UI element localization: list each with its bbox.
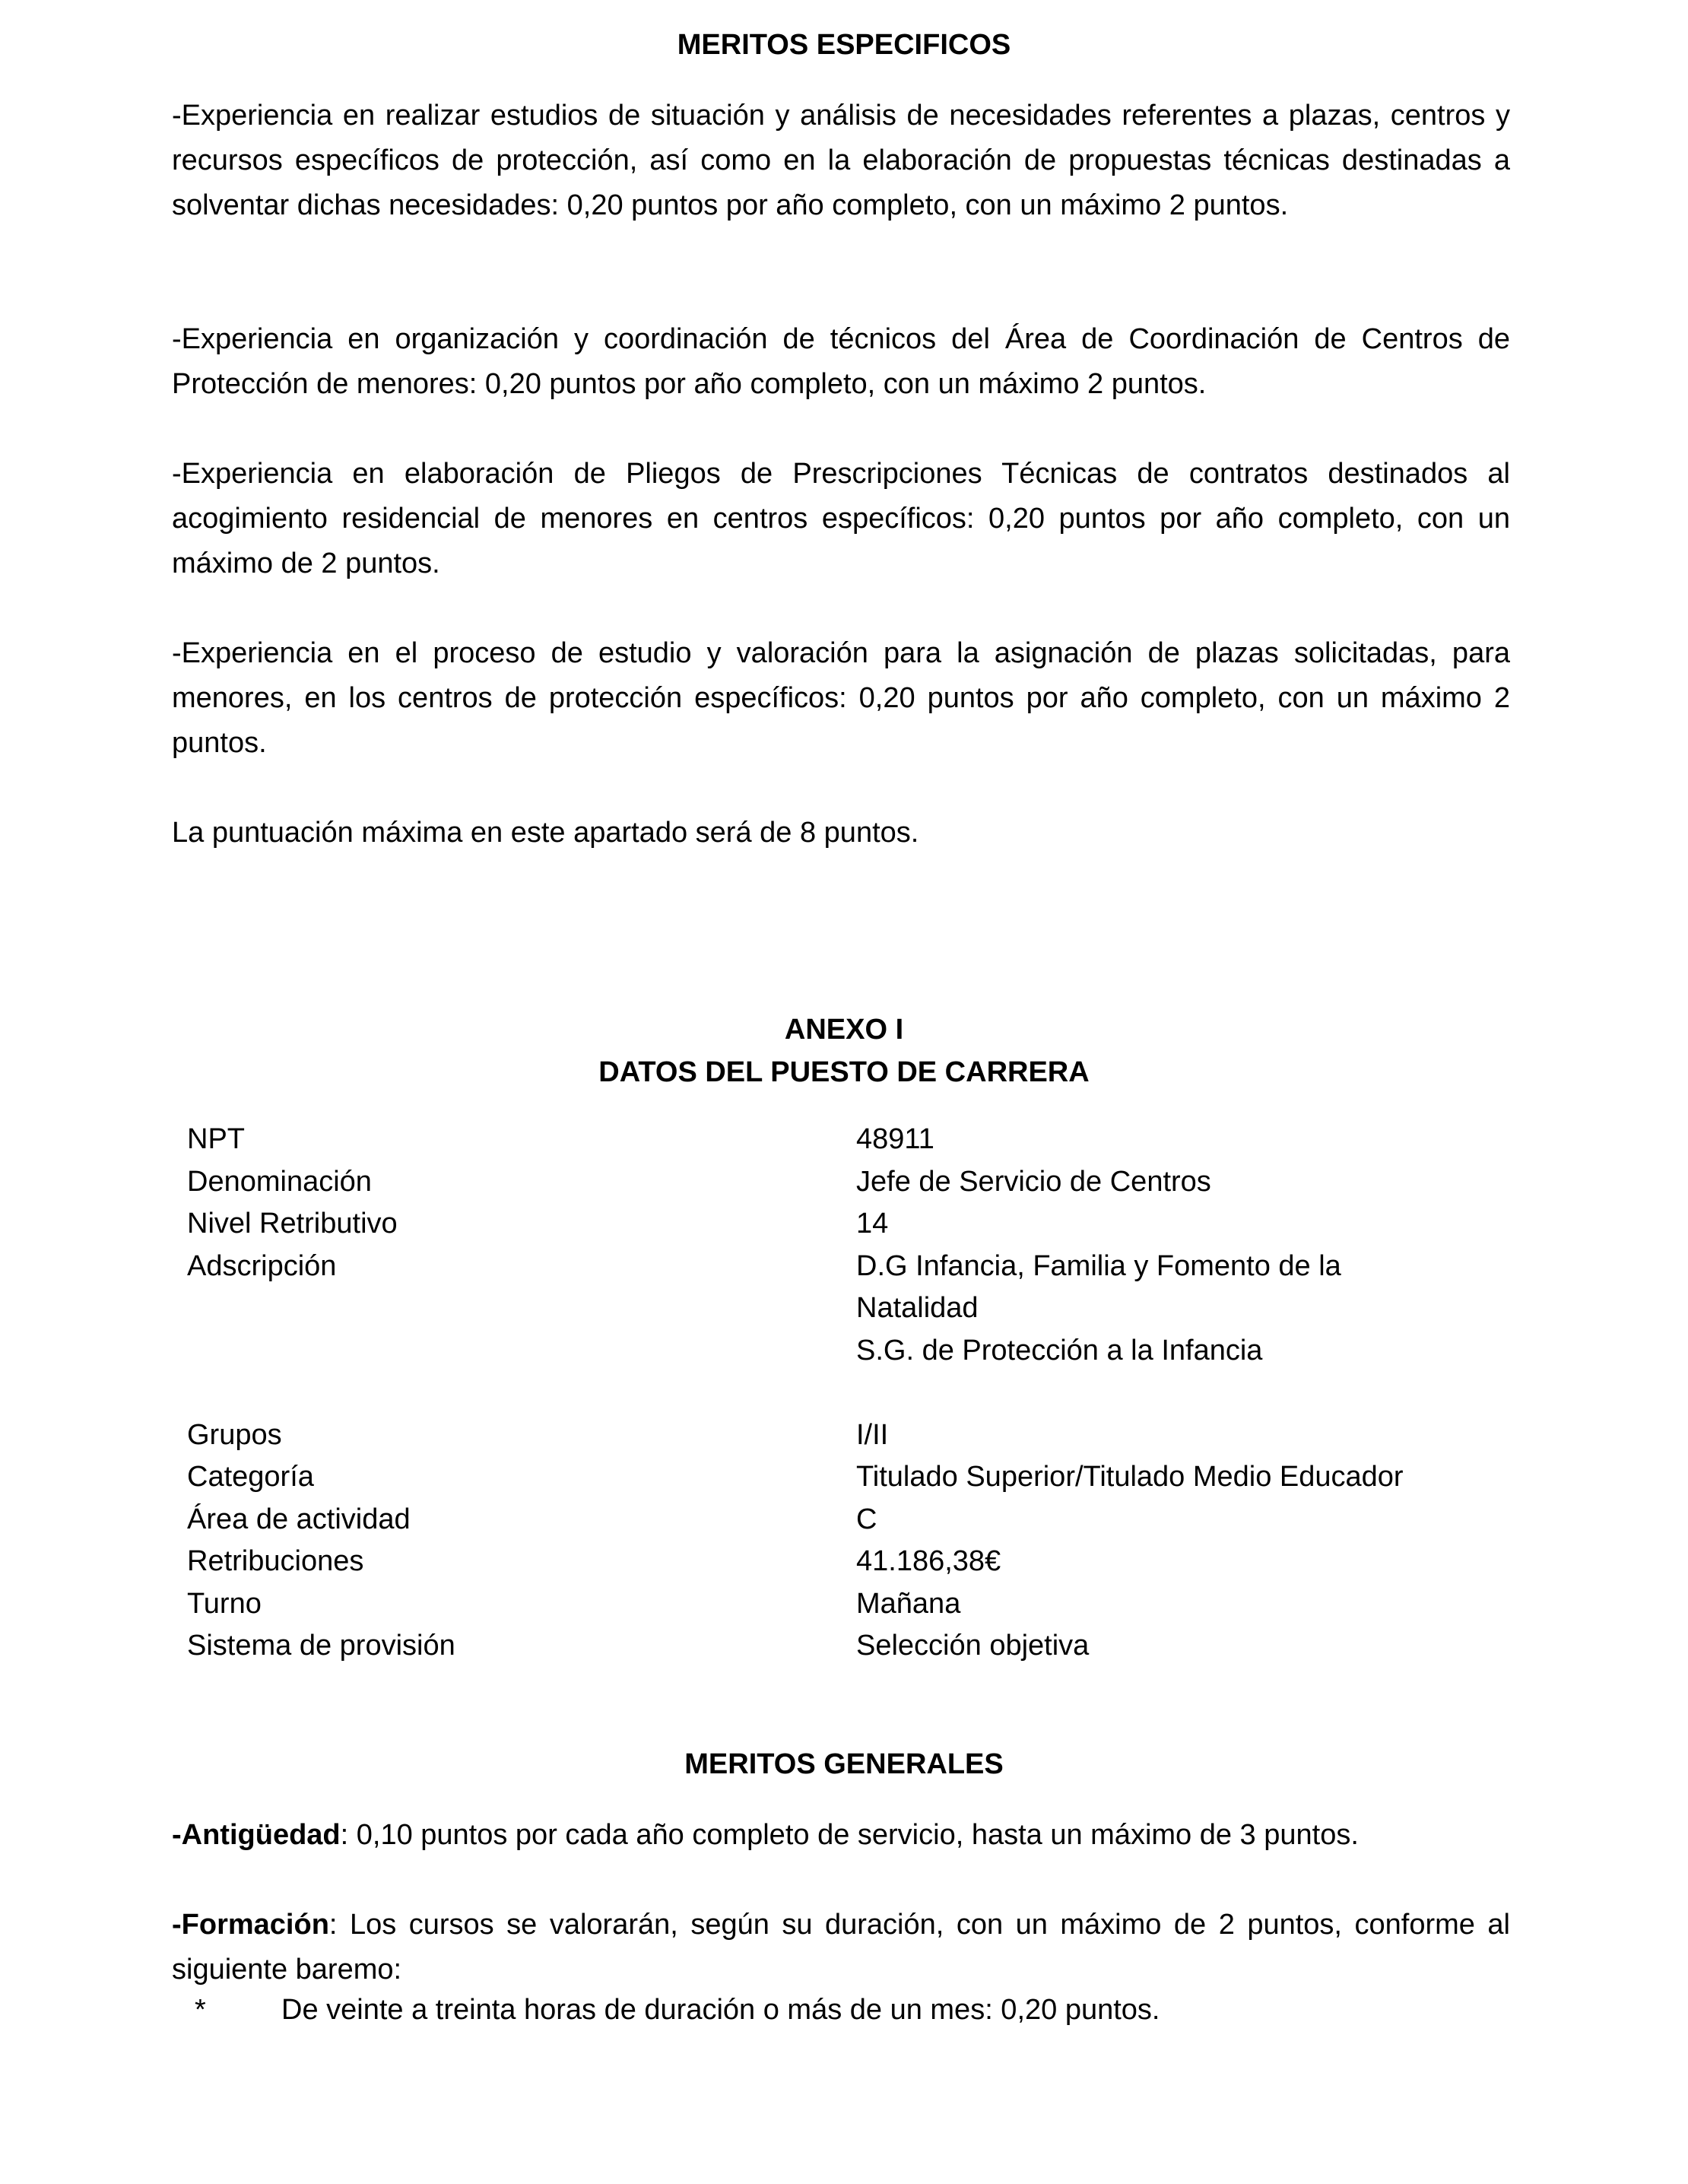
datos-puesto-table [187, 1119, 1525, 1668]
table-row [187, 1456, 1525, 1499]
table-row [187, 1246, 1525, 1288]
table-row-continuation [187, 1330, 1525, 1373]
table-row [187, 1583, 1525, 1626]
row-value: Selección objetiva [856, 1630, 1090, 1662]
row-value: S.G. de Protección a la Infancia [856, 1334, 1263, 1367]
row-label: Área de actividad [187, 1503, 411, 1535]
row-label: Categoría [187, 1461, 314, 1493]
meritos-especificos-title: MERITOS ESPECIFICOS [677, 29, 1011, 61]
row-value: Titulado Superior/Titulado Medio Educador [856, 1461, 1404, 1493]
row-label: Turno [187, 1587, 262, 1620]
merito-formacion [172, 1903, 1510, 1992]
merito-antiguedad [172, 1813, 1510, 1858]
row-value: Natalidad [856, 1292, 979, 1324]
row-label: NPT [187, 1123, 245, 1155]
table-row [187, 1119, 1525, 1161]
row-label: Sistema de provisión [187, 1630, 455, 1662]
row-label: Denominación [187, 1165, 372, 1198]
table-row-continuation [187, 1287, 1525, 1330]
row-value: 14 [856, 1208, 889, 1240]
row-value: I/II [856, 1418, 889, 1451]
row-value: Mañana [856, 1587, 961, 1620]
table-row [187, 1499, 1525, 1541]
table-row [187, 1625, 1525, 1668]
merito-especifico-1: -Experiencia en realizar estudios de situación y análisis de necesidades referentes a plazas, centros y recursos específicos de protección, así como en la elaboración de propuestas técnicas destinadas a solventar dichas necesidades: 0,20 puntos por año completo, con un máximo 2 puntos. [172, 100, 1510, 221]
anexo-title: ANEXO I [784, 1014, 904, 1046]
meritos-generales-title: MERITOS GENERALES [684, 1748, 1004, 1780]
table-row [187, 1203, 1525, 1246]
baremo-bullet-item [195, 1988, 1160, 2033]
formacion-text: : Los cursos se valorarán, según su duración, con un máximo de 2 puntos, conforme al siguiente baremo: [172, 1909, 1510, 1986]
antiguedad-text: : 0,10 puntos por cada año completo de servicio, hasta un máximo de 3 puntos. [340, 1819, 1359, 1851]
merito-especifico-4: -Experiencia en el proceso de estudio y valoración para la asignación de plazas solicitadas, para menores, en los centros de protección específicos: 0,20 puntos por año completo, con un máximo 2 puntos. [172, 637, 1510, 759]
row-value: Jefe de Servicio de Centros [856, 1165, 1211, 1198]
formacion-label: -Formación [172, 1909, 329, 1941]
row-label: Adscripción [187, 1249, 337, 1282]
row-value: 48911 [856, 1123, 934, 1155]
puntuacion-maxima-note: La puntuación máxima en este apartado será de 8 puntos. [172, 817, 919, 849]
asterisk-bullet-icon: * [195, 1994, 206, 2026]
merito-especifico-3: -Experiencia en elaboración de Pliegos de Prescripciones Técnicas de contratos destinados al acogimiento residencial de menores en centros específicos: 0,20 puntos por año completo, con un máximo de 2 puntos. [172, 458, 1510, 579]
anexo-subtitle: DATOS DEL PUESTO DE CARRERA [598, 1056, 1090, 1088]
antiguedad-label: -Antigüedad [172, 1819, 341, 1851]
row-value: D.G Infancia, Familia y Fomento de la [856, 1249, 1341, 1282]
row-value: C [856, 1503, 877, 1535]
row-label: Retribuciones [187, 1545, 364, 1577]
table-row [187, 1161, 1525, 1204]
bullet-text: De veinte a treinta horas de duración o más de un mes: 0,20 puntos. [281, 1994, 1160, 2026]
row-label: Grupos [187, 1418, 282, 1451]
row-value: 41.186,38€ [856, 1545, 1001, 1577]
table-row [187, 1414, 1525, 1457]
merito-especifico-2: -Experiencia en organización y coordinación de técnicos del Área de Coordinación de Centros de Protección de menores: 0,20 puntos por año completo, con un máximo 2 puntos. [172, 323, 1510, 400]
table-row [187, 1541, 1525, 1583]
row-label: Nivel Retributivo [187, 1208, 398, 1240]
